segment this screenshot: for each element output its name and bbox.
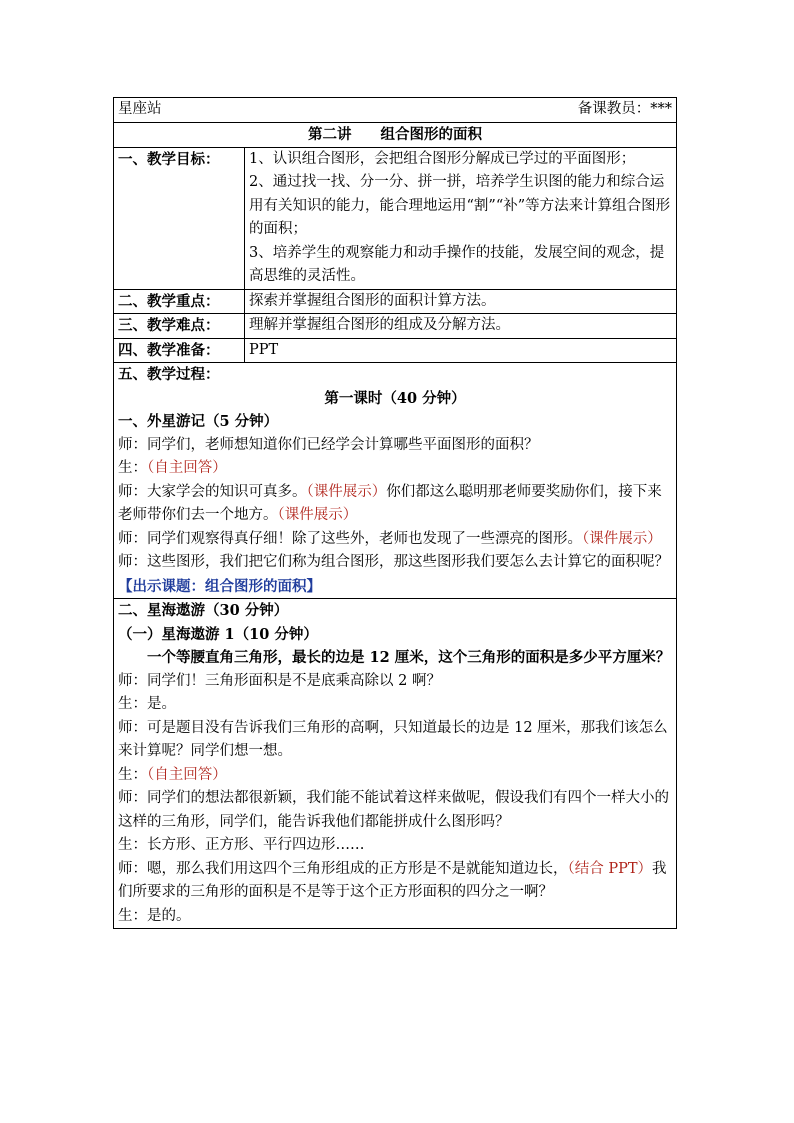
dialogue-line: 师：同学们观察得真仔细！除了这些外，老师也发现了一些漂亮的图形。（课件展示）: [118, 530, 662, 547]
goal-item: 3、培养学生的观察能力和动手操作的技能，发展空间的观念，提高思维的灵活性。: [249, 244, 665, 284]
dialogue-line: 生：（自主回答）: [118, 766, 227, 783]
header-row: [114, 98, 677, 123]
difficulty-label: 三、教学难点：: [114, 314, 245, 339]
part2-heading: 二、星海遨游（30 分钟）: [118, 602, 289, 619]
note-text: （结合 PPT）: [567, 860, 653, 877]
key-point-text: 探索并掌握组合图形的面积计算方法。: [245, 289, 677, 314]
process-label: 五、教学过程：: [118, 366, 220, 383]
dialogue-line: 生：是。: [118, 696, 176, 712]
site-name: 星座站: [118, 101, 162, 117]
part1-heading: 一、外星游记（5 分钟）: [118, 413, 279, 430]
difficulty-text: 理解并掌握组合图形的组成及分解方法。: [245, 314, 677, 339]
note-text: （课件展示）: [306, 483, 387, 500]
lesson-title: 第二讲 组合图形的面积: [114, 123, 677, 148]
note-text: （自主回答）: [147, 766, 227, 783]
note-text: （自主回答）: [147, 460, 227, 476]
dialogue-line: 师：大家学会的知识可真多。（课件展示）你们都这么聪明那老师要奖励你们，接下来老师带你们去一个地方。（课件展示）: [118, 483, 662, 523]
problem-text: 一个等腰直角三角形，最长的边是 12 厘米，这个三角形的面积是多少平方厘米？: [147, 649, 671, 666]
dialogue-line: 生：（自主回答）: [118, 460, 227, 476]
goal-item: 1、认识组合图形，会把组合图形分解成已学过的平面图形；: [249, 150, 636, 167]
goal-item: 2、通过找一找、分一分、拼一拼，培养学生识图的能力和综合运用有关知识的能力，能合理地运用“割”“补”等方法来计算组合图形的面积；: [249, 174, 671, 237]
dialogue-line: 师：同学们！三角形面积是不是底乘高除以 2 啊？: [118, 672, 441, 689]
teacher-name: 备课教员：***: [577, 101, 672, 117]
key-point-label: 二、教学重点：: [114, 289, 245, 314]
dialogue-line: 师：嗯，那么我们用这四个三角形组成的正方形是不是就能知道边长，（结合 PPT）我们所要求的三角形的面积是不是等于这个正方形面积的四分之一啊？: [118, 860, 667, 900]
dialogue-line: 师：同学们，老师想知道你们已经学会计算哪些平面图形的面积？: [118, 436, 539, 453]
dialogue-line: 生：是的。: [118, 907, 191, 924]
dialogue-line: 师：同学们的想法都很新颖，我们能不能试着这样来做呢，假设我们有四个一样大小的这样的三角形，同学们，能告诉我他们都能拼成什么图形吗？: [118, 790, 669, 830]
difficulty-row: [114, 314, 677, 339]
goals-label: 一、教学目标：: [114, 147, 245, 289]
prep-row: [114, 338, 677, 363]
dialogue-line: 师：可是题目没有告诉我们三角形的高啊，只知道最长的边是 12 厘米，那我们该怎么来计算呢？同学们想一想。: [118, 719, 668, 759]
note-text: （课件展示）: [582, 530, 662, 547]
note-text: （课件展示）: [277, 507, 358, 523]
prep-label: 四、教学准备：: [114, 338, 245, 363]
goals-row: [114, 147, 677, 289]
lesson-plan-table: [113, 97, 677, 929]
dialogue-line: 生：长方形、正方形、平行四边形……: [118, 837, 365, 853]
key-point-row: [114, 289, 677, 314]
topic-banner: 【出示课题：组合图形的面积】: [118, 577, 321, 595]
lesson-period-title: 第一课时（40 分钟）: [324, 389, 466, 407]
part2-subheading: （一）星海遨游 1（10 分钟）: [118, 625, 318, 643]
title-row: [114, 123, 677, 148]
process-row: [114, 363, 677, 599]
dialogue-line: 师：这些图形，我们把它们称为组合图形，那这些图形我们要怎么去计算它的面积呢？: [118, 554, 669, 570]
lesson-plan-sheet: [113, 97, 676, 929]
part2-row: [114, 599, 677, 929]
prep-text: PPT: [245, 338, 677, 363]
